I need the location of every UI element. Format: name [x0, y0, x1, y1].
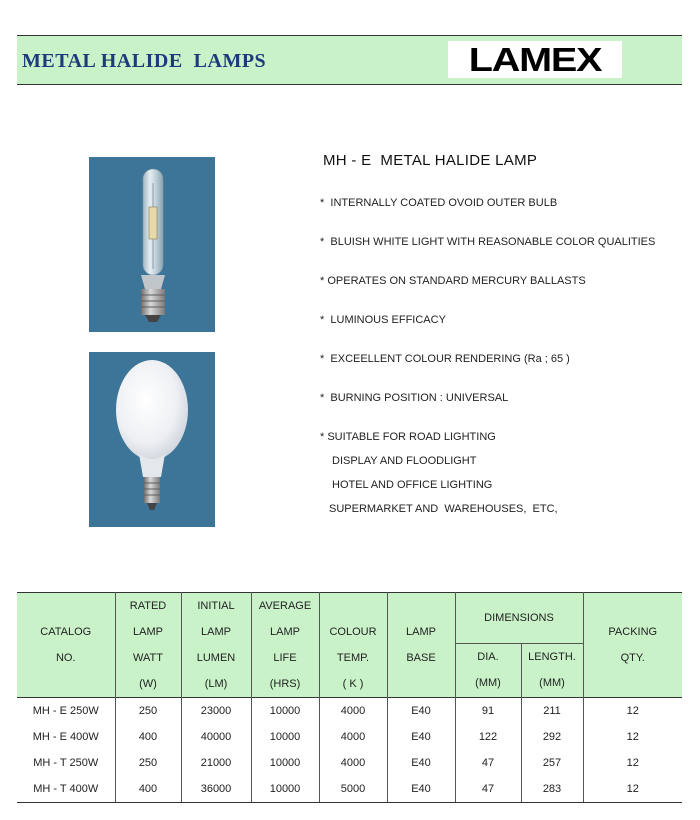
- table-row: [17, 750, 682, 776]
- header-colour-temp: COLOUR TEMP. ( K ): [319, 593, 387, 698]
- application-item: SUPERMARKET AND WAREHOUSES, ETC,: [329, 503, 558, 515]
- cell-colour-temp: 5000: [319, 776, 387, 803]
- cell-base: E40: [387, 724, 455, 750]
- specs-table: [17, 592, 682, 803]
- application-item: DISPLAY AND FLOODLIGHT: [332, 455, 477, 467]
- header-length: LENGTH. (MM): [521, 644, 583, 698]
- table-row: [17, 724, 682, 750]
- cell-packing: 12: [583, 724, 682, 750]
- cell-base: E40: [387, 698, 455, 725]
- cell-life: 10000: [251, 776, 319, 803]
- header-initial-lumen: INITIAL LAMP LUMEN (LM): [181, 593, 251, 698]
- feature-item: * INTERNALLY COATED OVOID OUTER BULB: [320, 197, 558, 209]
- ovoid-lamp-photo: [89, 352, 215, 527]
- page-header: [17, 35, 682, 85]
- header-lamp-base: LAMP BASE: [387, 593, 455, 698]
- cell-catalog: MH - E 250W: [17, 698, 115, 725]
- feature-item: * OPERATES ON STANDARD MERCURY BALLASTS: [320, 275, 586, 287]
- cell-length: 211: [521, 698, 583, 725]
- page-title: METAL HALIDE LAMPS: [22, 50, 267, 72]
- cell-life: 10000: [251, 750, 319, 776]
- cell-watt: 400: [115, 776, 181, 803]
- cell-lumen: 21000: [181, 750, 251, 776]
- feature-item: * EXCEELLENT COLOUR RENDERING (Ra ; 65 ): [320, 353, 570, 365]
- cell-length: 257: [521, 750, 583, 776]
- feature-item: * LUMINOUS EFFICACY: [320, 314, 446, 326]
- cell-dia: 47: [455, 776, 521, 803]
- header-dia: DIA. (MM): [455, 644, 521, 698]
- table-row: [17, 776, 682, 803]
- header-packing-qty: PACKING QTY.: [583, 593, 682, 698]
- cell-base: E40: [387, 776, 455, 803]
- cell-lumen: 36000: [181, 776, 251, 803]
- table-row: [17, 698, 682, 725]
- tubular-lamp-photo: [89, 157, 215, 332]
- cell-life: 10000: [251, 698, 319, 725]
- cell-colour-temp: 4000: [319, 698, 387, 725]
- header-rated-watt: RATED LAMP WATT (W): [115, 593, 181, 698]
- feature-item: * BURNING POSITION : UNIVERSAL: [320, 392, 509, 404]
- cell-catalog: MH - T 250W: [17, 750, 115, 776]
- cell-lumen: 40000: [181, 724, 251, 750]
- cell-length: 283: [521, 776, 583, 803]
- cell-dia: 47: [455, 750, 521, 776]
- cell-catalog: MH - T 400W: [17, 776, 115, 803]
- cell-colour-temp: 4000: [319, 724, 387, 750]
- cell-colour-temp: 4000: [319, 750, 387, 776]
- cell-watt: 400: [115, 724, 181, 750]
- lamex-logo: [448, 41, 622, 78]
- cell-dia: 122: [455, 724, 521, 750]
- header-average-life: AVERAGE LAMP LIFE (HRS): [251, 593, 319, 698]
- feature-item: * SUITABLE FOR ROAD LIGHTING: [320, 431, 496, 443]
- cell-packing: 12: [583, 776, 682, 803]
- logo-text: LAMEX: [468, 41, 602, 78]
- cell-watt: 250: [115, 698, 181, 725]
- cell-base: E40: [387, 750, 455, 776]
- cell-lumen: 23000: [181, 698, 251, 725]
- cell-packing: 12: [583, 750, 682, 776]
- cell-watt: 250: [115, 750, 181, 776]
- cell-dia: 91: [455, 698, 521, 725]
- cell-catalog: MH - E 400W: [17, 724, 115, 750]
- cell-packing: 12: [583, 698, 682, 725]
- cell-length: 292: [521, 724, 583, 750]
- product-title: MH - E METAL HALIDE LAMP: [323, 152, 538, 169]
- cell-life: 10000: [251, 724, 319, 750]
- application-item: HOTEL AND OFFICE LIGHTING: [332, 479, 493, 491]
- header-catalog: CATALOG NO.: [17, 593, 115, 698]
- header-dimensions: DIMENSIONS: [455, 593, 583, 644]
- feature-item: * BLUISH WHITE LIGHT WITH REASONABLE COLOR QUALITIES: [320, 236, 656, 248]
